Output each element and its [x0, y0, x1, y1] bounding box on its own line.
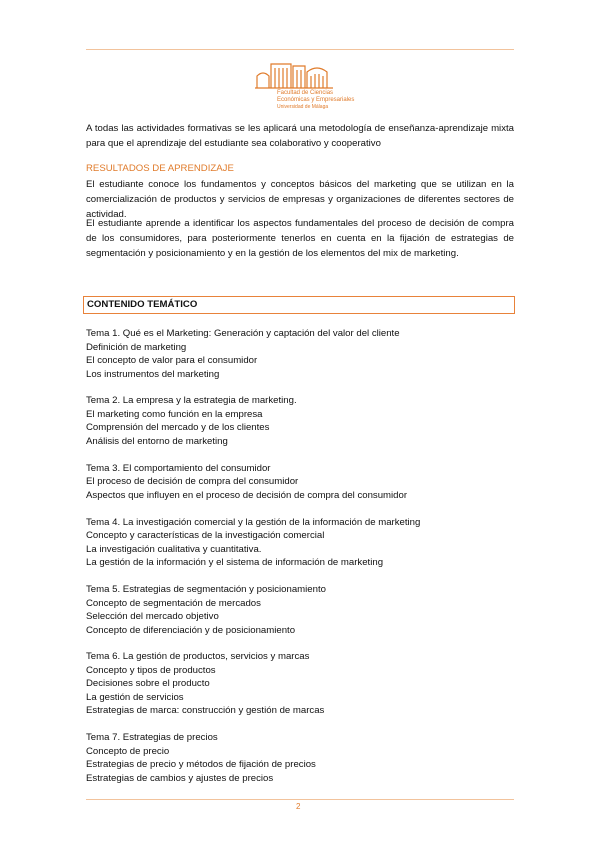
tema-item: Decisiones sobre el producto — [86, 678, 210, 690]
tema-item: Estrategias de cambios y ajustes de precios — [86, 772, 274, 784]
tema-title: Tema 7. Estrategias de precios — [86, 732, 218, 744]
tema-title: Tema 6. La gestión de productos, servicios y marcas — [86, 651, 310, 663]
page-number: 2 — [296, 802, 301, 811]
contenido-heading: CONTENIDO TEMÁTICO — [87, 299, 198, 310]
logo-line-3: Universidad de Málaga — [277, 104, 329, 110]
tema-item: Selección del mercado objetivo — [86, 611, 219, 623]
tema-item: La gestión de servicios — [86, 691, 184, 703]
tema-item: Concepto de diferenciación y de posicionamiento — [86, 624, 296, 636]
tema-item: La gestión de la información y el sistema de información de marketing — [86, 557, 384, 569]
tema-title: Tema 5. Estrategias de segmentación y posicionamiento — [86, 584, 326, 596]
tema-block — [86, 731, 516, 785]
tema-item: Aspectos que influyen en el proceso de decisión de compra del consumidor — [86, 489, 408, 501]
tema-item: Concepto y tipos de productos — [86, 664, 216, 676]
tema-block — [86, 327, 516, 381]
tema-item: Concepto de segmentación de mercados — [86, 597, 261, 609]
tema-item: Definición de marketing — [86, 341, 187, 353]
resultados-paragraph-1: El estudiante conoce los fundamentos y conceptos básicos del marketing que se utilizan en la comercialización de productos y servicios de empresas y organizaciones de diferentes sectores de actividad. — [86, 179, 514, 220]
tema-block — [86, 394, 516, 448]
tema-block — [86, 462, 516, 503]
contenido-heading-box — [83, 296, 515, 314]
topics-list — [86, 327, 516, 799]
building-logo-icon — [253, 60, 343, 90]
tema-title: Tema 2. La empresa y la estrategia de marketing. — [86, 395, 297, 407]
tema-item: El proceso de decisión de compra del consumidor — [86, 476, 299, 488]
tema-item: Estrategias de precio y métodos de fijación de precios — [86, 759, 316, 771]
tema-title: Tema 3. El comportamiento del consumidor — [86, 462, 271, 474]
intro-paragraph: A todas las actividades formativas se les aplicará una metodología de enseñanza-aprendizaje mixta para que el aprendizaje del estudiante sea colaborativo y cooperativo — [86, 123, 514, 149]
footer-rule — [86, 799, 514, 800]
resultados-heading: RESULTADOS DE APRENDIZAJE — [86, 163, 234, 174]
tema-title: Tema 4. La investigación comercial y la gestión de la información de marketing — [86, 516, 421, 528]
tema-item: Estrategias de marca: construcción y gestión de marcas — [86, 705, 325, 717]
tema-item: Concepto y características de la investigación comercial — [86, 530, 325, 542]
tema-item: Análisis del entorno de marketing — [86, 435, 228, 447]
faculty-logo — [253, 60, 355, 112]
tema-block — [86, 516, 516, 570]
tema-item: El concepto de valor para el consumidor — [86, 355, 258, 366]
tema-block — [86, 650, 516, 718]
logo-line-2: Económicas y Empresariales — [277, 97, 355, 103]
resultados-paragraph-2: El estudiante aprende a identificar los aspectos fundamentales del proceso de decisión de compra de los consumidores, para posteriormente tenerlos en cuenta en la fijación de estrategias de segmentación y posicionamiento y en la gestión de los elementos del mix de marketing. — [86, 218, 514, 259]
tema-title: Tema 1. Qué es el Marketing: Generación y captación del valor del cliente — [86, 328, 400, 339]
header-rule — [86, 49, 514, 50]
logo-line-1: Facultad de Ciencias — [277, 90, 334, 96]
tema-item: El marketing como función en la empresa — [86, 408, 263, 420]
tema-item: Comprensión del mercado y de los clientes — [86, 422, 270, 434]
tema-item: Concepto de precio — [86, 745, 170, 757]
tema-item: La investigación cualitativa y cuantitativa. — [86, 543, 262, 555]
tema-item: Los instrumentos del marketing — [86, 368, 220, 380]
tema-block — [86, 583, 516, 637]
